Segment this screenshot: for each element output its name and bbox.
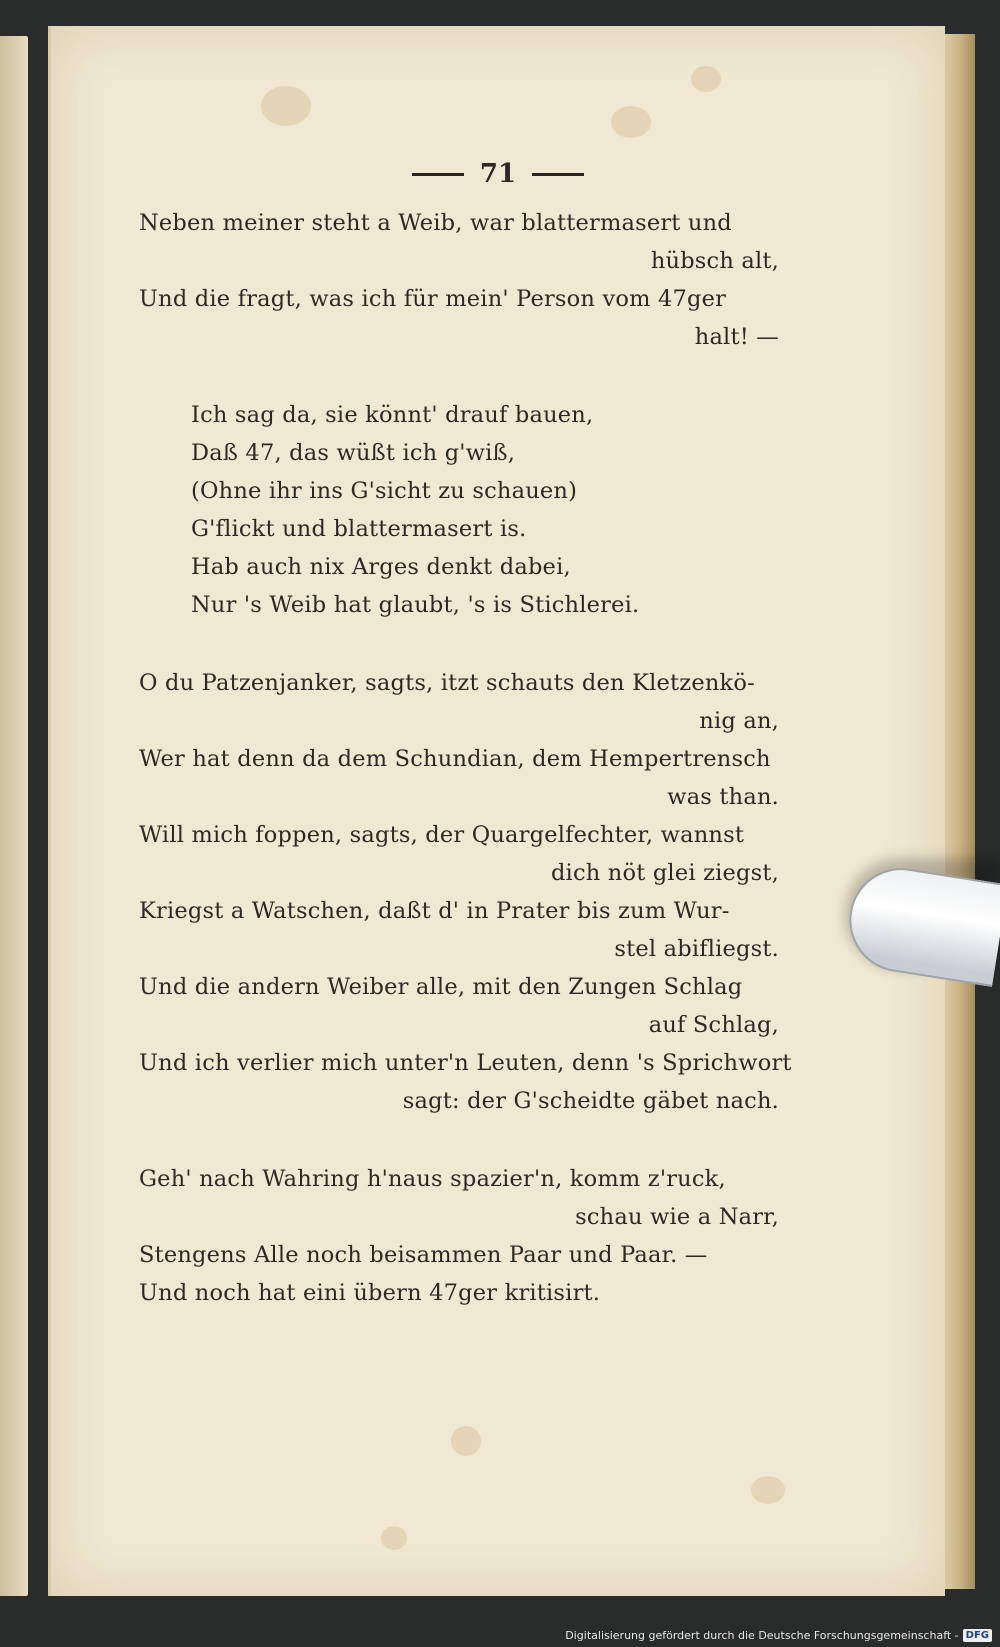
verse-line [139, 586, 869, 624]
verse-line-text: Daß 47, das wüßt ich g'wiß, [191, 440, 516, 466]
verse-line [139, 548, 869, 586]
verse-line [139, 1236, 869, 1274]
verse-line-wrap [139, 930, 869, 968]
paper-stain [691, 66, 721, 92]
verse-line-continuation: auf Schlag, [648, 1012, 779, 1038]
verse-line-wrap [139, 1082, 869, 1120]
verse-line-text: Geh' nach Wahring h'naus spazier'n, komm z'ruck, [139, 1166, 726, 1192]
verse-line-continuation: dich nöt glei ziegst, [550, 860, 779, 886]
book-page [48, 26, 945, 1596]
verse-line [139, 280, 869, 356]
verse-line [139, 968, 869, 1044]
verse-line [139, 510, 869, 548]
verse-line-text: Will mich foppen, sagts, der Quargelfechter, wannst [139, 822, 745, 848]
stanza [139, 396, 869, 624]
verse-line [139, 434, 869, 472]
poem-text [139, 204, 869, 1312]
stanza [139, 1160, 869, 1312]
verse-line-text: Nur 's Weib hat glaubt, 's is Stichlerei. [191, 592, 640, 618]
verse-line-wrap [139, 318, 869, 356]
verse-line [139, 664, 869, 740]
stanza [139, 204, 869, 356]
verse-line [139, 1044, 869, 1120]
paper-stain [261, 86, 311, 126]
verse-line-text: Und ich verlier mich unter'n Leuten, denn 's Sprichwort [139, 1050, 792, 1076]
verse-line-wrap [139, 702, 869, 740]
verse-line-continuation: hübsch alt, [650, 248, 779, 274]
dfg-logo: DFG [963, 1629, 992, 1642]
paper-stain [451, 1426, 481, 1456]
verse-line [139, 396, 869, 434]
verse-line-continuation: nig an, [699, 708, 779, 734]
verse-line-text: Ich sag da, sie könnt' drauf bauen, [191, 402, 594, 428]
verse-line-continuation: was than. [667, 784, 779, 810]
verse-line-text: Und die fragt, was ich für mein' Person vom 47ger [139, 286, 727, 312]
paper-stain [751, 1476, 785, 1504]
verse-line-continuation: stel abifliegst. [614, 936, 779, 962]
verse-line-continuation: sagt: der G'scheidte gäbet nach. [402, 1088, 779, 1114]
verse-line-text: O du Patzenjanker, sagts, itzt schauts den Kletzenkö- [139, 670, 755, 696]
paper-stain [381, 1526, 407, 1550]
verse-line-text: Wer hat denn da dem Schundian, dem Hempertrensch [139, 746, 771, 772]
verse-line-text: (Ohne ihr ins G'sicht zu schauen) [191, 478, 578, 504]
verse-line-text: Und die andern Weiber alle, mit den Zungen Schlag [139, 974, 743, 1000]
verse-line-text: Neben meiner steht a Weib, war blattermasert und [139, 210, 732, 236]
verse-line [139, 472, 869, 510]
verse-line-wrap [139, 854, 869, 892]
verse-line-text: Hab auch nix Arges denkt dabei, [191, 554, 571, 580]
verse-line-wrap [139, 242, 869, 280]
verse-line [139, 740, 869, 816]
verse-line [139, 1160, 869, 1236]
verse-line [139, 204, 869, 280]
verse-line-text: Stengens Alle noch beisammen Paar und Paar. — [139, 1242, 708, 1268]
page-number-dash-left [412, 173, 464, 176]
verse-line [139, 816, 869, 892]
verse-line [139, 892, 869, 968]
verse-line-text: Und noch hat eini übern 47ger kritisirt. [139, 1280, 601, 1306]
verse-line-text: G'flickt und blattermasert is. [191, 516, 527, 542]
verse-line-continuation: schau wie a Narr, [575, 1204, 779, 1230]
page-number [51, 159, 945, 189]
paper-stain [611, 106, 651, 138]
page-number-dash-right [532, 173, 584, 176]
verse-line-wrap [139, 1006, 869, 1044]
left-page-edge [0, 36, 28, 1596]
digitization-credit [565, 1629, 992, 1642]
verse-line-continuation: halt! — [694, 324, 779, 350]
page-number-text: 71 [479, 159, 517, 189]
verse-line-text: Kriegst a Watschen, daßt d' in Prater bis zum Wur- [139, 898, 730, 924]
verse-line [139, 1274, 869, 1312]
verse-line-wrap [139, 778, 869, 816]
stanza [139, 664, 869, 1120]
credit-text: Digitalisierung gefördert durch die Deutsche Forschungsgemeinschaft - [565, 1629, 959, 1642]
verse-line-wrap [139, 1198, 869, 1236]
